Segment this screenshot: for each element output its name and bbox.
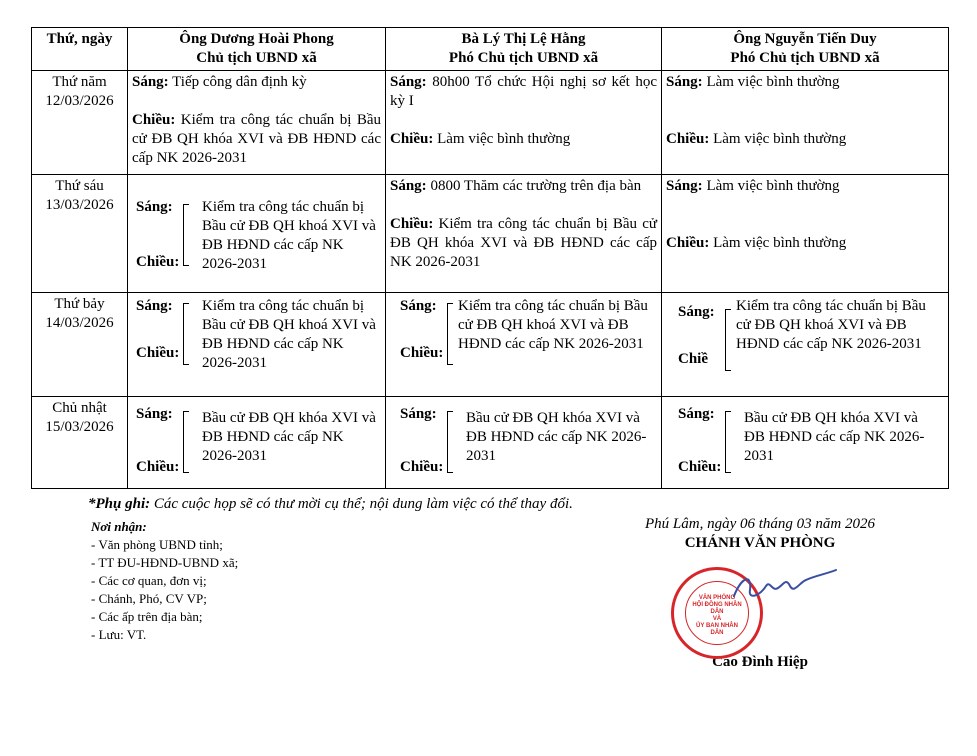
schedule-cell [662, 175, 949, 293]
schedule-cell [128, 175, 386, 293]
handwritten-signature-icon [730, 566, 840, 610]
schedule-cell [386, 71, 662, 175]
shared-activity-text: Bầu cử ĐB QH khóa XVI và ĐB HĐND các cấp NK 2026-2031 [744, 410, 925, 464]
schedule-cell [128, 71, 386, 175]
morning-label: Sáng: [136, 198, 173, 215]
day-name: Thứ năm [52, 74, 107, 90]
afternoon-text: Làm việc bình thường [433, 131, 571, 147]
afternoon-text: Kiểm tra công tác chuẩn bị Bầu cử ĐB QH khóa XVI và ĐB HĐND các cấp NK 2026-2031 [390, 216, 657, 270]
afternoon-label: Chiều: [132, 112, 176, 128]
schedule-cell [662, 293, 949, 397]
bracket-block [400, 295, 657, 367]
table-row [32, 397, 949, 489]
place-date: Phú Lâm, ngày 06 tháng 03 năm 2026 [645, 516, 875, 532]
afternoon-label: Chiều: [400, 345, 444, 361]
afternoon-text: Làm việc bình thường [709, 235, 847, 251]
schedule-cell [386, 293, 662, 397]
afternoon-text: Kiểm tra công tác chuẩn bị Bầu cử ĐB QH khóa XVI và ĐB HĐND các cấp NK 2026-2031 [132, 112, 381, 166]
list-item: - Các ấp trên địa bàn; [91, 609, 203, 624]
header-col2-name: Bà Lý Thị Lệ Hằng [461, 31, 586, 47]
day-date: 14/03/2026 [45, 315, 114, 331]
bracket-shape [725, 309, 731, 371]
morning-label: Sáng: [132, 74, 169, 90]
footnote [88, 496, 573, 513]
stamp-line: ỦY BAN NHÂN DÂN [696, 623, 738, 636]
bracket-shape [183, 204, 189, 266]
stamp-line: VĂN PHÒNG [698, 595, 736, 601]
shared-activity-text: Kiểm tra công tác chuẩn bị Bầu cử ĐB QH khoá XVI và ĐB HĐND các cấp NK 2026-2031 [202, 298, 376, 371]
shared-activity-text: Bầu cử ĐB QH khóa XVI và ĐB HĐND các cấp NK 2026-2031 [202, 410, 376, 464]
afternoon-entry [666, 130, 944, 149]
header-col3 [662, 28, 949, 71]
bracket-block [136, 403, 381, 481]
afternoon-label: Chiều: [136, 253, 180, 270]
footnote-text: Các cuộc họp sẽ có thư mời cụ thể; nội dung làm việc có thể thay đổi. [150, 496, 573, 512]
day-name: Thứ sáu [55, 178, 104, 194]
afternoon-label: Chiề [678, 351, 708, 367]
afternoon-entry [666, 234, 944, 253]
morning-text: 80h00 Tổ chức Hội nghị sơ kết học kỳ I [390, 74, 657, 109]
header-col1-role: Chủ tịch UBND xã [196, 50, 317, 66]
footnote-label: *Phụ ghi: [88, 496, 151, 512]
afternoon-label: Chiều: [678, 459, 722, 475]
schedule-cell [662, 397, 949, 489]
morning-label: Sáng: [666, 74, 703, 90]
header-col2-role: Phó Chủ tịch UBND xã [448, 50, 599, 66]
bracket-block [136, 196, 381, 276]
day-cell [32, 397, 128, 489]
morning-label: Sáng: [136, 298, 173, 314]
day-name: Chủ nhật [52, 400, 107, 416]
shared-activity-text: Kiểm tra công tác chuẩn bị Bầu cử ĐB QH khoá XVI và ĐB HĐND các cấp NK 2026-2031 [736, 298, 926, 352]
morning-text: 0800 Thăm các trường trên địa bàn [426, 178, 642, 194]
header-row [32, 28, 949, 71]
day-name: Thứ bảy [54, 296, 105, 312]
morning-text: Làm việc bình thường [702, 74, 840, 90]
header-col1-name: Ông Dương Hoài Phong [179, 31, 334, 47]
afternoon-label: Chiều: [136, 345, 180, 361]
day-date: 15/03/2026 [45, 419, 114, 435]
morning-label: Sáng: [400, 406, 437, 422]
morning-label: Sáng: [678, 406, 715, 422]
morning-entry [390, 73, 657, 111]
schedule-cell [128, 293, 386, 397]
bracket-shape [725, 411, 731, 473]
table-row [32, 175, 949, 293]
schedule-cell [662, 71, 949, 175]
afternoon-entry [132, 111, 381, 168]
bracket-block [678, 403, 944, 481]
table-row [32, 293, 949, 397]
morning-entry [132, 73, 381, 92]
header-col2 [386, 28, 662, 71]
schedule-table [31, 27, 949, 489]
bracket-shape [447, 411, 453, 473]
afternoon-entry [390, 215, 657, 272]
bracket-shape [447, 303, 453, 365]
shared-activity-text: Kiểm tra công tác chuẩn bị Bầu cử ĐB QH khoá XVI và ĐB HĐND các cấp NK 2026-2031 [202, 198, 376, 272]
afternoon-label: Chiều: [136, 459, 180, 475]
list-item: - TT ĐU-HĐND-UBND xã; [91, 555, 239, 570]
bracket-shape [183, 411, 189, 473]
bracket-shape [183, 303, 189, 365]
morning-entry [666, 177, 944, 196]
bracket-block [678, 298, 944, 373]
afternoon-label: Chiều: [390, 216, 434, 232]
afternoon-text: Làm việc bình thường [709, 131, 847, 147]
day-cell [32, 293, 128, 397]
header-col3-name: Ông Nguyễn Tiến Duy [733, 31, 877, 47]
recipients-list [91, 518, 238, 644]
morning-label: Sáng: [390, 178, 427, 194]
header-day: Thứ, ngày [32, 28, 128, 71]
table-row [32, 71, 949, 175]
bracket-block [400, 403, 657, 481]
day-cell [32, 175, 128, 293]
afternoon-entry [390, 130, 657, 149]
day-cell [32, 71, 128, 175]
stamp-line: VÀ [712, 616, 722, 622]
header-col3-role: Phó Chủ tịch UBND xã [730, 50, 880, 66]
morning-label: Sáng: [666, 178, 703, 194]
shared-activity-text: Kiểm tra công tác chuẩn bị Bầu cử ĐB QH khoá XVI và ĐB HĐND các cấp NK 2026-2031 [458, 298, 648, 352]
schedule-cell [386, 397, 662, 489]
morning-entry [666, 73, 944, 92]
morning-label: Sáng: [390, 74, 427, 90]
morning-label: Sáng: [136, 406, 173, 422]
afternoon-label: Chiều: [400, 459, 444, 475]
morning-entry [390, 177, 657, 196]
list-item: - Chánh, Phó, CV VP; [91, 591, 207, 606]
recipients-heading: Nơi nhận: [91, 519, 147, 534]
afternoon-label: Chiều: [666, 131, 710, 147]
schedule-cell [128, 397, 386, 489]
shared-activity-text: Bầu cử ĐB QH khóa XVI và ĐB HĐND các cấp NK 2026-2031 [466, 410, 647, 464]
schedule-cell [386, 175, 662, 293]
stamp-line: HỘI ĐỒNG NHÂN DÂN [692, 602, 742, 615]
list-item: - Lưu: VT. [91, 627, 147, 642]
signer-name: Cao Đình Hiệp [712, 654, 808, 670]
morning-text: Làm việc bình thường [702, 178, 840, 194]
morning-label: Sáng: [678, 304, 715, 320]
list-item: - Văn phòng UBND tỉnh; [91, 537, 223, 552]
afternoon-label: Chiều: [666, 235, 710, 251]
bracket-block [136, 295, 381, 371]
afternoon-label: Chiều: [390, 131, 434, 147]
morning-label: Sáng: [400, 298, 437, 314]
day-date: 12/03/2026 [45, 93, 114, 109]
signer-title: CHÁNH VĂN PHÒNG [684, 535, 836, 551]
header-col1 [128, 28, 386, 71]
morning-text: Tiếp công dân định kỳ [168, 74, 307, 90]
day-date: 13/03/2026 [45, 197, 114, 213]
list-item: - Các cơ quan, đơn vị; [91, 573, 207, 588]
